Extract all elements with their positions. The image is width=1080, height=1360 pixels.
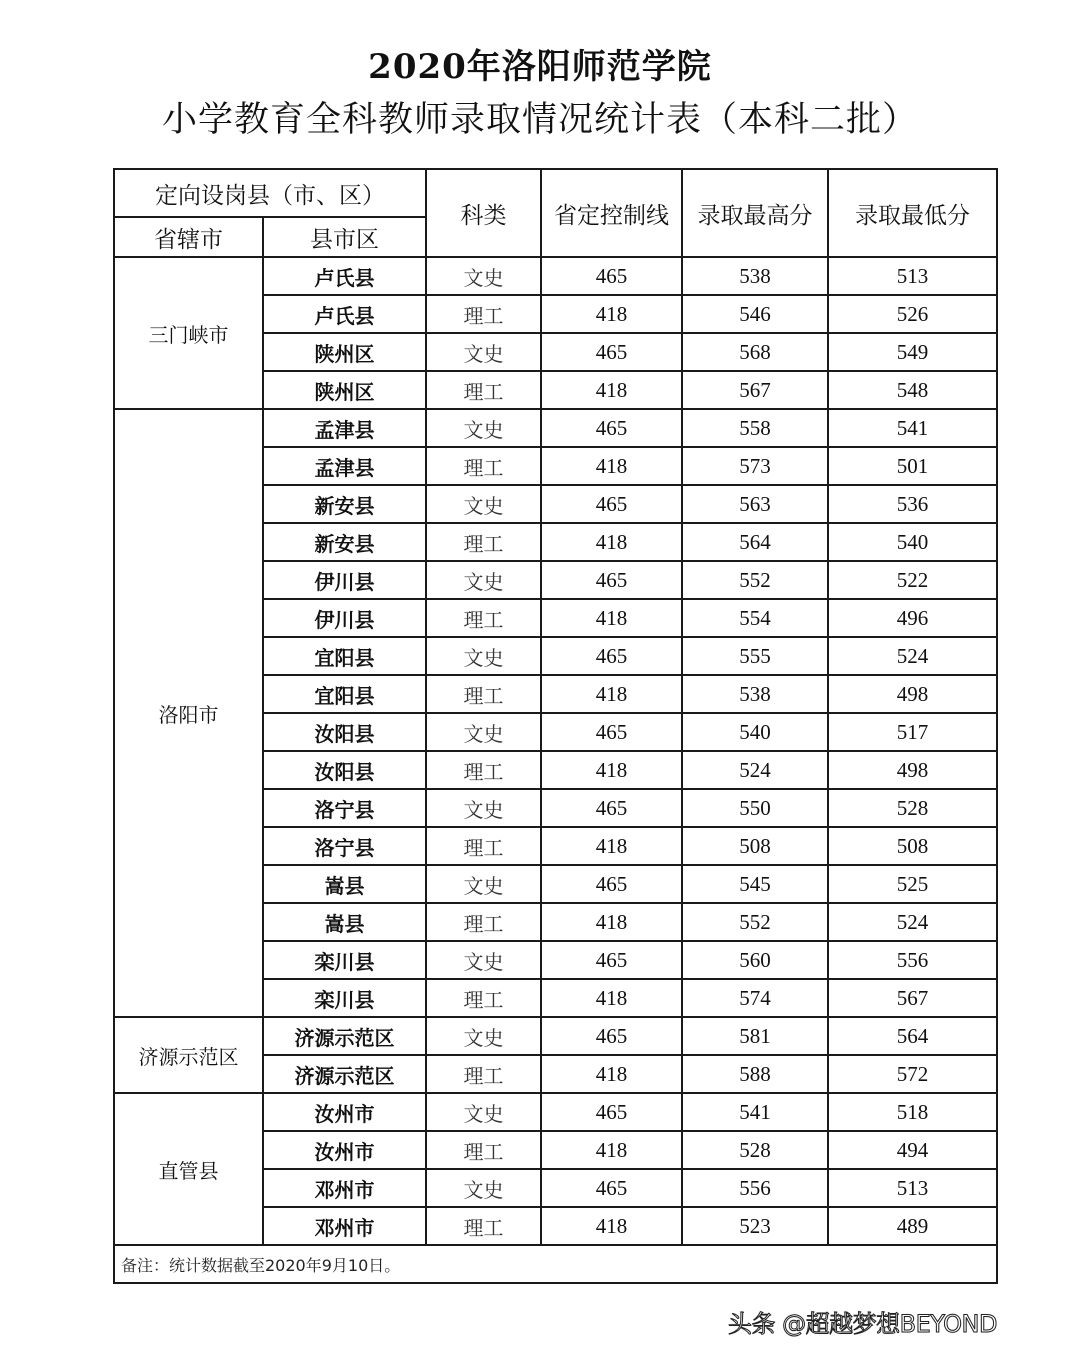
watermark: 头条 @超越梦想BEYOND — [728, 1310, 997, 1338]
county-cell: 汝阳县 — [263, 751, 426, 789]
county-cell: 宜阳县 — [263, 675, 426, 713]
subject-cell: 理工 — [426, 599, 541, 637]
control-line-cell: 465 — [541, 409, 682, 447]
control-line-cell: 418 — [541, 599, 682, 637]
subject-cell: 文史 — [426, 333, 541, 371]
control-line-cell: 418 — [541, 447, 682, 485]
max-score-cell: 546 — [682, 295, 828, 333]
min-score-cell: 524 — [828, 637, 997, 675]
control-line-cell: 465 — [541, 713, 682, 751]
control-line-cell: 418 — [541, 1131, 682, 1169]
header-subject: 科类 — [426, 169, 541, 257]
footnote: 备注：统计数据截至2020年9月10日。 — [114, 1245, 997, 1283]
table-row — [114, 1017, 997, 1055]
county-cell: 嵩县 — [263, 903, 426, 941]
county-cell: 伊川县 — [263, 599, 426, 637]
max-score-cell: 574 — [682, 979, 828, 1017]
subject-cell: 文史 — [426, 865, 541, 903]
max-score-cell: 564 — [682, 523, 828, 561]
county-cell: 伊川县 — [263, 561, 426, 599]
min-score-cell: 496 — [828, 599, 997, 637]
county-cell: 卢氏县 — [263, 257, 426, 295]
subject-cell: 理工 — [426, 1055, 541, 1093]
control-line-cell: 418 — [541, 295, 682, 333]
header-city: 省辖市 — [114, 217, 263, 257]
min-score-cell: 536 — [828, 485, 997, 523]
county-cell: 洛宁县 — [263, 827, 426, 865]
min-score-cell: 494 — [828, 1131, 997, 1169]
min-score-cell: 548 — [828, 371, 997, 409]
subject-cell: 理工 — [426, 1131, 541, 1169]
city-cell: 直管县 — [114, 1093, 263, 1245]
min-score-cell: 556 — [828, 941, 997, 979]
max-score-cell: 573 — [682, 447, 828, 485]
min-score-cell: 549 — [828, 333, 997, 371]
max-score-cell: 554 — [682, 599, 828, 637]
subject-cell: 理工 — [426, 295, 541, 333]
max-score-cell: 588 — [682, 1055, 828, 1093]
county-cell: 汝州市 — [263, 1131, 426, 1169]
min-score-cell: 522 — [828, 561, 997, 599]
min-score-cell: 513 — [828, 257, 997, 295]
control-line-cell: 465 — [541, 1093, 682, 1131]
subject-cell: 理工 — [426, 447, 541, 485]
max-score-cell: 552 — [682, 561, 828, 599]
subject-cell: 文史 — [426, 1169, 541, 1207]
control-line-cell: 418 — [541, 751, 682, 789]
max-score-cell: 555 — [682, 637, 828, 675]
max-score-cell: 552 — [682, 903, 828, 941]
max-score-cell: 581 — [682, 1017, 828, 1055]
max-score-cell: 550 — [682, 789, 828, 827]
min-score-cell: 508 — [828, 827, 997, 865]
control-line-cell: 418 — [541, 827, 682, 865]
control-line-cell: 465 — [541, 1017, 682, 1055]
county-cell: 新安县 — [263, 523, 426, 561]
max-score-cell: 567 — [682, 371, 828, 409]
subject-cell: 理工 — [426, 979, 541, 1017]
control-line-cell: 465 — [541, 485, 682, 523]
county-cell: 邓州市 — [263, 1169, 426, 1207]
max-score-cell: 540 — [682, 713, 828, 751]
subject-cell: 文史 — [426, 257, 541, 295]
min-score-cell: 526 — [828, 295, 997, 333]
min-score-cell: 564 — [828, 1017, 997, 1055]
header-min-score: 录取最低分 — [828, 169, 997, 257]
control-line-cell: 418 — [541, 979, 682, 1017]
county-cell: 汝州市 — [263, 1093, 426, 1131]
county-cell: 汝阳县 — [263, 713, 426, 751]
control-line-cell: 418 — [541, 903, 682, 941]
county-cell: 洛宁县 — [263, 789, 426, 827]
max-score-cell: 560 — [682, 941, 828, 979]
table-row — [114, 1093, 997, 1131]
header-county: 县市区 — [263, 217, 426, 257]
city-cell: 济源示范区 — [114, 1017, 263, 1093]
subject-cell: 文史 — [426, 485, 541, 523]
subject-cell: 理工 — [426, 751, 541, 789]
control-line-cell: 465 — [541, 637, 682, 675]
county-cell: 嵩县 — [263, 865, 426, 903]
county-cell: 陕州区 — [263, 371, 426, 409]
max-score-cell: 558 — [682, 409, 828, 447]
county-cell: 邓州市 — [263, 1207, 426, 1245]
min-score-cell: 541 — [828, 409, 997, 447]
county-cell: 卢氏县 — [263, 295, 426, 333]
subject-cell: 理工 — [426, 903, 541, 941]
subject-cell: 文史 — [426, 713, 541, 751]
control-line-cell: 418 — [541, 1207, 682, 1245]
subject-cell: 文史 — [426, 561, 541, 599]
control-line-cell: 465 — [541, 941, 682, 979]
subject-cell: 文史 — [426, 637, 541, 675]
subject-cell: 理工 — [426, 675, 541, 713]
county-cell: 孟津县 — [263, 447, 426, 485]
subject-cell: 理工 — [426, 523, 541, 561]
max-score-cell: 523 — [682, 1207, 828, 1245]
subject-cell: 理工 — [426, 1207, 541, 1245]
control-line-cell: 465 — [541, 561, 682, 599]
control-line-cell: 465 — [541, 333, 682, 371]
max-score-cell: 538 — [682, 257, 828, 295]
control-line-cell: 418 — [541, 371, 682, 409]
min-score-cell: 572 — [828, 1055, 997, 1093]
min-score-cell: 501 — [828, 447, 997, 485]
max-score-cell: 563 — [682, 485, 828, 523]
min-score-cell: 540 — [828, 523, 997, 561]
min-score-cell: 517 — [828, 713, 997, 751]
min-score-cell: 518 — [828, 1093, 997, 1131]
title-line-2: 小学教育全科教师录取情况统计表（本科二批） — [161, 100, 918, 140]
control-line-cell: 465 — [541, 1169, 682, 1207]
max-score-cell: 541 — [682, 1093, 828, 1131]
min-score-cell: 567 — [828, 979, 997, 1017]
max-score-cell: 524 — [682, 751, 828, 789]
control-line-cell: 418 — [541, 1055, 682, 1093]
control-line-cell: 465 — [541, 865, 682, 903]
county-cell: 济源示范区 — [263, 1017, 426, 1055]
min-score-cell: 524 — [828, 903, 997, 941]
min-score-cell: 528 — [828, 789, 997, 827]
county-cell: 孟津县 — [263, 409, 426, 447]
max-score-cell: 545 — [682, 865, 828, 903]
subject-cell: 文史 — [426, 941, 541, 979]
admission-stats-table — [113, 168, 998, 1284]
min-score-cell: 489 — [828, 1207, 997, 1245]
max-score-cell: 538 — [682, 675, 828, 713]
subject-cell: 文史 — [426, 1093, 541, 1131]
subject-cell: 理工 — [426, 827, 541, 865]
subject-cell: 文史 — [426, 1017, 541, 1055]
city-cell: 洛阳市 — [114, 409, 263, 1017]
subject-cell: 文史 — [426, 409, 541, 447]
county-cell: 栾川县 — [263, 941, 426, 979]
county-cell: 陕州区 — [263, 333, 426, 371]
header-control-line: 省定控制线 — [541, 169, 682, 257]
control-line-cell: 465 — [541, 257, 682, 295]
county-cell: 新安县 — [263, 485, 426, 523]
min-score-cell: 513 — [828, 1169, 997, 1207]
min-score-cell: 498 — [828, 675, 997, 713]
control-line-cell: 465 — [541, 789, 682, 827]
table-row — [114, 257, 997, 295]
county-cell: 宜阳县 — [263, 637, 426, 675]
county-cell: 栾川县 — [263, 979, 426, 1017]
control-line-cell: 418 — [541, 523, 682, 561]
max-score-cell: 568 — [682, 333, 828, 371]
subject-cell: 文史 — [426, 789, 541, 827]
max-score-cell: 528 — [682, 1131, 828, 1169]
subject-cell: 理工 — [426, 371, 541, 409]
max-score-cell: 508 — [682, 827, 828, 865]
min-score-cell: 525 — [828, 865, 997, 903]
min-score-cell: 498 — [828, 751, 997, 789]
control-line-cell: 418 — [541, 675, 682, 713]
title-line-1: 2020年洛阳师范学院 — [368, 47, 712, 87]
table-row — [114, 409, 997, 447]
max-score-cell: 556 — [682, 1169, 828, 1207]
city-cell: 三门峡市 — [114, 257, 263, 409]
header-target-county: 定向设岗县（市、区） — [114, 169, 426, 217]
county-cell: 济源示范区 — [263, 1055, 426, 1093]
header-max-score: 录取最高分 — [682, 169, 828, 257]
